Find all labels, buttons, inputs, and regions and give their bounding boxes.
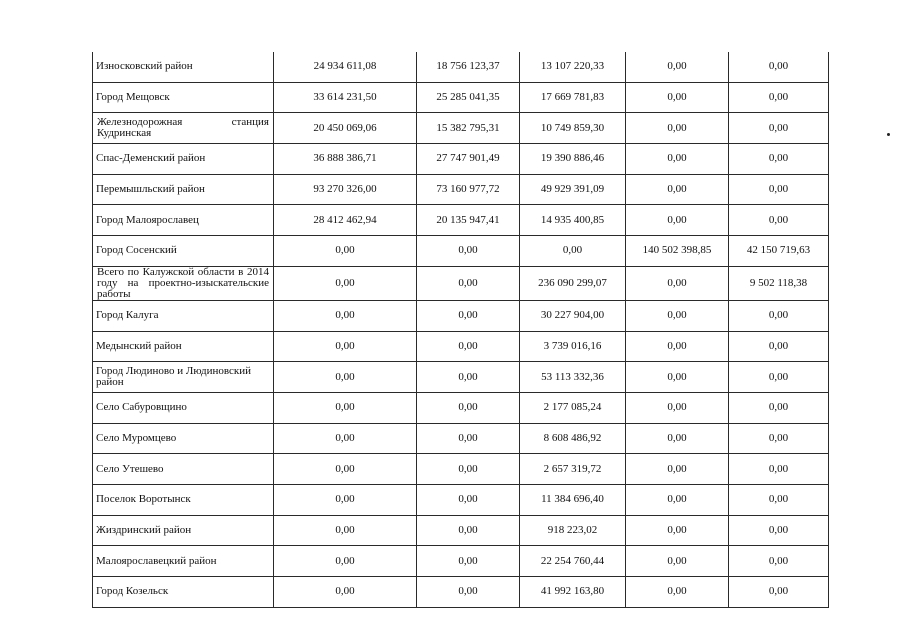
amount-cell-col-4: 0,00 <box>626 454 729 485</box>
table-row <box>93 205 829 236</box>
amount-cell-col-1: 0,00 <box>274 546 417 577</box>
region-name-cell: Город Мещовск <box>93 82 274 113</box>
amount-cell-col-5: 0,00 <box>729 546 829 577</box>
amount-cell-col-3: 236 090 299,07 <box>520 266 626 300</box>
amount-cell-col-4: 0,00 <box>626 577 729 608</box>
region-name-cell: Село Утешево <box>93 454 274 485</box>
amount-cell-col-2: 0,00 <box>417 484 520 515</box>
amount-cell-col-2: 20 135 947,41 <box>417 205 520 236</box>
amount-cell-col-4: 0,00 <box>626 546 729 577</box>
table-body <box>93 52 829 607</box>
region-name-cell: Жиздринский район <box>93 515 274 546</box>
amount-cell-col-2: 0,00 <box>417 546 520 577</box>
amount-cell-col-5: 0,00 <box>729 205 829 236</box>
amount-cell-col-1: 28 412 462,94 <box>274 205 417 236</box>
amount-cell-col-1: 0,00 <box>274 423 417 454</box>
amount-cell-col-3: 3 739 016,16 <box>520 331 626 362</box>
amount-cell-col-1: 0,00 <box>274 392 417 423</box>
amount-cell-col-1: 36 888 386,71 <box>274 144 417 175</box>
amount-cell-col-2: 0,00 <box>417 454 520 485</box>
amount-cell-col-3: 11 384 696,40 <box>520 484 626 515</box>
table-row <box>93 546 829 577</box>
amount-cell-col-2: 0,00 <box>417 577 520 608</box>
amount-cell-col-4: 0,00 <box>626 362 729 393</box>
amount-cell-col-2: 0,00 <box>417 300 520 331</box>
region-name-cell: Спас-Деменский район <box>93 144 274 175</box>
amount-cell-col-2: 0,00 <box>417 515 520 546</box>
amount-cell-col-5: 0,00 <box>729 331 829 362</box>
amount-cell-col-1: 93 270 326,00 <box>274 174 417 205</box>
amount-cell-col-5: 0,00 <box>729 454 829 485</box>
table-row <box>93 362 829 393</box>
table-row <box>93 144 829 175</box>
region-name-cell: Износковский район <box>93 52 274 82</box>
amount-cell-col-4: 0,00 <box>626 300 729 331</box>
amount-cell-col-2: 25 285 041,35 <box>417 82 520 113</box>
scan-dot-mark <box>887 133 890 136</box>
amount-cell-col-3: 19 390 886,46 <box>520 144 626 175</box>
amount-cell-col-3: 13 107 220,33 <box>520 52 626 82</box>
amount-cell-col-5: 0,00 <box>729 174 829 205</box>
amount-cell-col-3: 41 992 163,80 <box>520 577 626 608</box>
amount-cell-col-4: 140 502 398,85 <box>626 236 729 267</box>
table-row <box>93 300 829 331</box>
amount-cell-col-4: 0,00 <box>626 144 729 175</box>
amount-cell-col-4: 0,00 <box>626 205 729 236</box>
table-row <box>93 515 829 546</box>
amount-cell-col-1: 24 934 611,08 <box>274 52 417 82</box>
amount-cell-col-3: 8 608 486,92 <box>520 423 626 454</box>
amount-cell-col-1: 0,00 <box>274 300 417 331</box>
amount-cell-col-4: 0,00 <box>626 174 729 205</box>
region-name-cell: Село Сабуровщино <box>93 392 274 423</box>
amount-cell-col-1: 0,00 <box>274 331 417 362</box>
amount-cell-col-5: 0,00 <box>729 300 829 331</box>
amount-cell-col-2: 0,00 <box>417 266 520 300</box>
amount-cell-col-4: 0,00 <box>626 515 729 546</box>
table-row <box>93 266 829 300</box>
amount-cell-col-1: 0,00 <box>274 484 417 515</box>
amount-cell-col-3: 918 223,02 <box>520 515 626 546</box>
table-row <box>93 454 829 485</box>
amount-cell-col-2: 15 382 795,31 <box>417 113 520 144</box>
table-row <box>93 174 829 205</box>
amount-cell-col-2: 73 160 977,72 <box>417 174 520 205</box>
region-name-cell: Город Козельск <box>93 577 274 608</box>
amount-cell-col-3: 2 177 085,24 <box>520 392 626 423</box>
amount-cell-col-5: 0,00 <box>729 577 829 608</box>
region-name-cell: Всего по Калужской области в 2014 году на проектно-изыскательские работы <box>93 266 274 300</box>
amount-cell-col-5: 0,00 <box>729 362 829 393</box>
amount-cell-col-4: 0,00 <box>626 52 729 82</box>
amount-cell-col-2: 18 756 123,37 <box>417 52 520 82</box>
amount-cell-col-3: 53 113 332,36 <box>520 362 626 393</box>
amount-cell-col-1: 0,00 <box>274 266 417 300</box>
amount-cell-col-4: 0,00 <box>626 266 729 300</box>
table-row <box>93 236 829 267</box>
amount-cell-col-1: 0,00 <box>274 454 417 485</box>
region-name-cell: Город Калуга <box>93 300 274 331</box>
amount-cell-col-5: 42 150 719,63 <box>729 236 829 267</box>
amount-cell-col-1: 33 614 231,50 <box>274 82 417 113</box>
amount-cell-col-1: 0,00 <box>274 515 417 546</box>
table-row <box>93 484 829 515</box>
amount-cell-col-1: 20 450 069,06 <box>274 113 417 144</box>
amount-cell-col-5: 9 502 118,38 <box>729 266 829 300</box>
region-name-cell: Медынский район <box>93 331 274 362</box>
amount-cell-col-3: 10 749 859,30 <box>520 113 626 144</box>
amount-cell-col-2: 0,00 <box>417 362 520 393</box>
table-row <box>93 82 829 113</box>
amount-cell-col-2: 0,00 <box>417 331 520 362</box>
amount-cell-col-2: 0,00 <box>417 392 520 423</box>
amount-cell-col-3: 49 929 391,09 <box>520 174 626 205</box>
table-row <box>93 113 829 144</box>
table-row <box>93 392 829 423</box>
amount-cell-col-1: 0,00 <box>274 362 417 393</box>
amount-cell-col-5: 0,00 <box>729 113 829 144</box>
funding-table <box>92 52 829 608</box>
amount-cell-col-3: 2 657 319,72 <box>520 454 626 485</box>
amount-cell-col-4: 0,00 <box>626 484 729 515</box>
amount-cell-col-4: 0,00 <box>626 423 729 454</box>
amount-cell-col-4: 0,00 <box>626 331 729 362</box>
amount-cell-col-1: 0,00 <box>274 577 417 608</box>
amount-cell-col-5: 0,00 <box>729 52 829 82</box>
amount-cell-col-2: 0,00 <box>417 236 520 267</box>
region-name-cell: Поселок Воротынск <box>93 484 274 515</box>
region-name-cell: Село Муромцево <box>93 423 274 454</box>
amount-cell-col-4: 0,00 <box>626 392 729 423</box>
amount-cell-col-3: 30 227 904,00 <box>520 300 626 331</box>
amount-cell-col-2: 27 747 901,49 <box>417 144 520 175</box>
amount-cell-col-5: 0,00 <box>729 144 829 175</box>
table-row <box>93 577 829 608</box>
region-name-cell: Город Малоярославец <box>93 205 274 236</box>
amount-cell-col-1: 0,00 <box>274 236 417 267</box>
amount-cell-col-5: 0,00 <box>729 82 829 113</box>
amount-cell-col-3: 0,00 <box>520 236 626 267</box>
amount-cell-col-4: 0,00 <box>626 82 729 113</box>
table-row <box>93 423 829 454</box>
table-row <box>93 52 829 82</box>
amount-cell-col-2: 0,00 <box>417 423 520 454</box>
region-name-cell: Перемышльский район <box>93 174 274 205</box>
table-row <box>93 331 829 362</box>
region-name-cell: Железнодорожная станция Кудринская <box>93 113 274 144</box>
amount-cell-col-5: 0,00 <box>729 392 829 423</box>
amount-cell-col-3: 22 254 760,44 <box>520 546 626 577</box>
amount-cell-col-5: 0,00 <box>729 515 829 546</box>
region-name-cell: Город Сосенский <box>93 236 274 267</box>
amount-cell-col-5: 0,00 <box>729 423 829 454</box>
amount-cell-col-5: 0,00 <box>729 484 829 515</box>
region-name-cell: Город Людиново и Людиновский район <box>93 362 274 393</box>
amount-cell-col-4: 0,00 <box>626 113 729 144</box>
amount-cell-col-3: 17 669 781,83 <box>520 82 626 113</box>
region-name-cell: Малоярославецкий район <box>93 546 274 577</box>
amount-cell-col-3: 14 935 400,85 <box>520 205 626 236</box>
